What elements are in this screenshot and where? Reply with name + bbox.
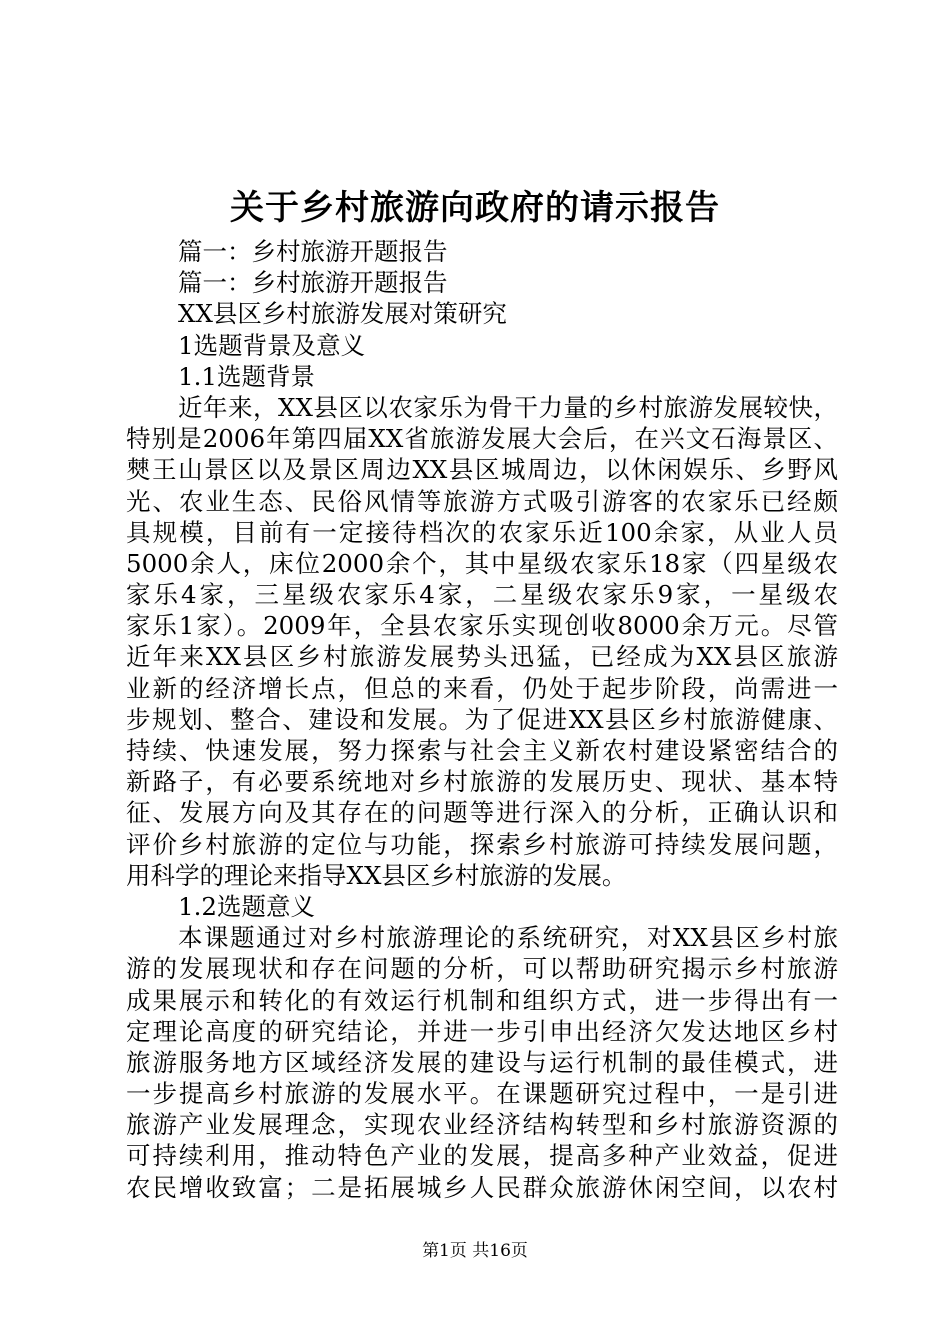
- paragraph-line: 农民增收致富；二是拓展城乡人民群众旅游休闲空间，以农村: [126, 1172, 838, 1202]
- paragraph-line: 游的发展现状和存在问题的分析，可以帮助研究揭示乡村旅游: [126, 954, 838, 984]
- paragraph-line: 用科学的理论来指导XX县区乡村旅游的发展。: [126, 860, 627, 890]
- paragraph-line: 近年来XX县区乡村旅游发展势头迅猛，已经成为XX县区旅游: [126, 642, 838, 672]
- paragraph-line: 具规模，目前有一定接待档次的农家乐近100余家，从业人员: [126, 517, 838, 547]
- paragraph-line: 旅游服务地方区域经济发展的建设与运行机制的最佳模式，进: [126, 1047, 838, 1077]
- paragraph-line: 旅游产业发展理念，实现农业经济结构转型和乡村旅游资源的: [126, 1110, 838, 1140]
- subsection-heading: 1.1选题背景: [178, 361, 315, 391]
- paragraph-line: 持续、快速发展，努力探索与社会主义新农村建设紧密结合的: [126, 736, 838, 765]
- paragraph-line: 征、发展方向及其存在的问题等进行深入的分析，正确认识和: [126, 798, 838, 828]
- paragraph-line: 业新的经济增长点，但总的来看，仍处于起步阶段，尚需进一: [126, 673, 838, 703]
- page-number: 第1页 共16页: [422, 1241, 528, 1261]
- paragraph-line: 家乐1家）。2009年，全县农家乐实现创收8000余万元。尽管: [126, 611, 838, 641]
- document-body: [126, 236, 838, 1203]
- paragraph-line: 一步提高乡村旅游的发展水平。在课题研究过程中，一是引进: [126, 1079, 838, 1109]
- document-title: 关于乡村旅游向政府的请示报告: [230, 188, 720, 228]
- paragraph-line: 新路子，有必要系统地对乡村旅游的发展历史、现状、基本特: [126, 767, 838, 797]
- subsection-heading: 1.2选题意义: [178, 891, 315, 921]
- paragraph-line: 本课题通过对乡村旅游理论的系统研究，对XX县区乡村旅: [178, 923, 838, 953]
- paragraph-line: 近年来，XX县区以农家乐为骨干力量的乡村旅游发展较快，: [178, 392, 838, 422]
- paragraph-line: 僰王山景区以及景区周边XX县区城周边，以休闲娱乐、乡野风: [126, 455, 838, 485]
- paragraph-line: 定理论高度的研究结论，并进一步引申出经济欠发达地区乡村: [126, 1016, 838, 1046]
- paragraph-line: 可持续利用，推动特色产业的发展，提高多种产业效益，促进: [126, 1141, 838, 1171]
- paragraph-line: 评价乡村旅游的定位与功能，探索乡村旅游可持续发展问题，: [126, 829, 838, 859]
- heading-line: 篇一：乡村旅游开题报告: [178, 237, 448, 266]
- heading-line: 篇一：乡村旅游开题报告: [178, 268, 448, 298]
- paragraph-line: 成果展示和转化的有效运行机制和组织方式，进一步得出有一: [126, 985, 838, 1015]
- paragraph-line: 光、农业生态、民俗风情等旅游方式吸引游客的农家乐已经颇: [126, 486, 838, 516]
- section-heading: 1选题背景及意义: [178, 330, 366, 360]
- paragraph-line: 步规划、整合、建设和发展。为了促进XX县区乡村旅游健康、: [126, 704, 838, 734]
- paragraph-line: 5000余人，床位2000余个，其中星级农家乐18家（四星级农: [126, 548, 838, 578]
- paragraph-line: 特别是2006年第四届XX省旅游发展大会后，在兴文石海景区、: [126, 424, 838, 454]
- paragraph-line: 家乐4家，三星级农家乐4家，二星级农家乐9家，一星级农: [126, 580, 838, 610]
- heading-line: XX县区乡村旅游发展对策研究: [178, 299, 507, 329]
